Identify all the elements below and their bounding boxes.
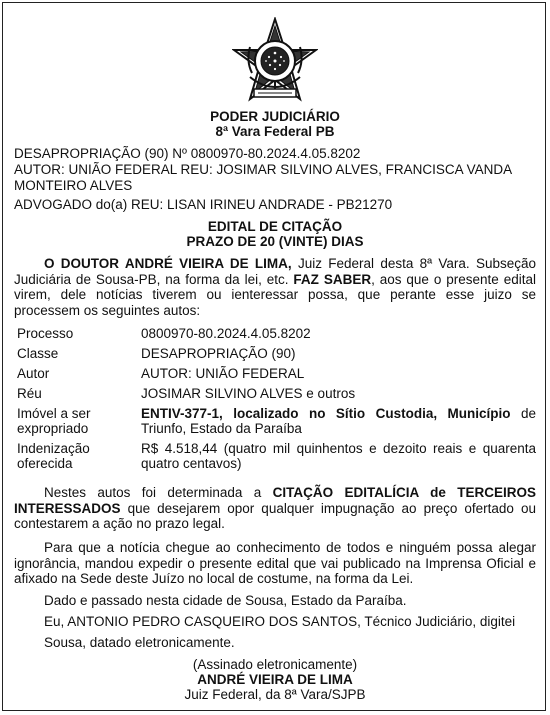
signature-name: ANDRÉ VIEIRA DE LIMA: [197, 672, 353, 687]
signature-note: (Assinado eletronicamente): [192, 657, 358, 672]
citation-paragraph: [14, 485, 536, 532]
detail-label: Imóvel a ser expropriado: [17, 406, 91, 436]
eu-paragraph: Eu, ANTONIO PEDRO CASQUEIRO DOS SANTOS, Técnico Judiciário, digitei: [44, 614, 516, 629]
intro-text-1: Juiz Federal desta 8ª Vara. Subseção Judiciária de Sousa-PB, na forma da lei, etc.: [14, 256, 537, 287]
detail-label: Classe: [17, 346, 59, 361]
table-row: [14, 326, 536, 346]
case-details-table: [14, 326, 536, 476]
detail-label: Processo: [17, 326, 74, 341]
edital-title: EDITAL DE CITAÇÃO: [207, 219, 343, 234]
table-row: [14, 346, 536, 366]
detail-value: JOSIMAR SILVINO ALVES e outros: [141, 386, 356, 401]
notice-paragraph: Para que a notícia chegue ao conhecimento de todos e ninguém possa alegar ignorância, mandou expedir o presente edital que vai publicado na Imprensa Oficial e afixado na Sede deste Juízo no local de costume, na forma da Lei.: [14, 540, 536, 586]
sousa-paragraph: Sousa, datado eletronicamente.: [44, 635, 235, 650]
brazil-coat-of-arms-icon: [232, 17, 318, 103]
detail-value: R$ 4.518,44 (quatro mil quinhentos e dezoito reais e quarenta quatro centavos): [141, 441, 536, 471]
signature-role: Juiz Federal, da 8ª Vara/SJPB: [184, 687, 366, 702]
detail-label: Indenização oferecida: [17, 441, 90, 471]
citation-text-1: Nestes autos foi determinada a: [44, 485, 273, 500]
detail-label: Réu: [17, 386, 42, 401]
detail-value: 0800970-80.2024.4.05.8202: [141, 326, 311, 341]
intro-text-2: , aos que o presente edital virem, dele notícias tiverem ou ienteressar possa, que perante esse juizo se processem os seguintes autos:: [14, 271, 536, 318]
header-org: PODER JUDICIÁRIO: [210, 109, 340, 124]
case-line-1: DESAPROPRIAÇÃO (90) Nº 0800970-80.2024.4.05.8202: [14, 146, 361, 161]
property-location: de Triunfo, Estado da Paraíba: [141, 406, 536, 436]
judge-name: O DOUTOR ANDRÉ VIEIRA DE LIMA,: [44, 256, 292, 271]
detail-value: DESAPROPRIAÇÃO (90): [141, 346, 296, 361]
property-id: ENTIV-377-1, localizado no Sítio Custodia, Município: [141, 406, 511, 421]
detail-label: Autor: [17, 366, 50, 381]
intro-paragraph: [14, 256, 536, 318]
faz-saber: FAZ SABER: [293, 271, 372, 287]
table-row: [14, 441, 536, 476]
edital-subtitle: PRAZO DE 20 (VINTE) DIAS: [186, 234, 364, 249]
table-row: [14, 366, 536, 386]
citation-text-2: que desejarem opor qualquer impugnação ao preço ofertado ou contestarem a ação no prazo legal.: [14, 500, 536, 531]
header-court: 8ª Vara Federal PB: [215, 124, 335, 139]
table-row: [14, 386, 536, 406]
detail-value: [141, 406, 536, 441]
case-line-3: ADVOGADO do(a) REU: LISAN IRINEU ANDRADE - PB21270: [14, 197, 393, 212]
citation-bold: CITAÇÃO EDITALÍCIA de TERCEIROS INTERESSADOS: [14, 485, 536, 516]
dado-paragraph: Dado e passado nesta cidade de Sousa, Estado da Paraíba.: [44, 593, 407, 608]
case-line-2: AUTOR: UNIÃO FEDERAL REU: JOSIMAR SILVINO ALVES, FRANCISCA VANDA MONTEIRO ALVES: [14, 162, 512, 193]
detail-value: AUTOR: UNIÃO FEDERAL: [141, 366, 305, 381]
table-row: [14, 406, 536, 441]
